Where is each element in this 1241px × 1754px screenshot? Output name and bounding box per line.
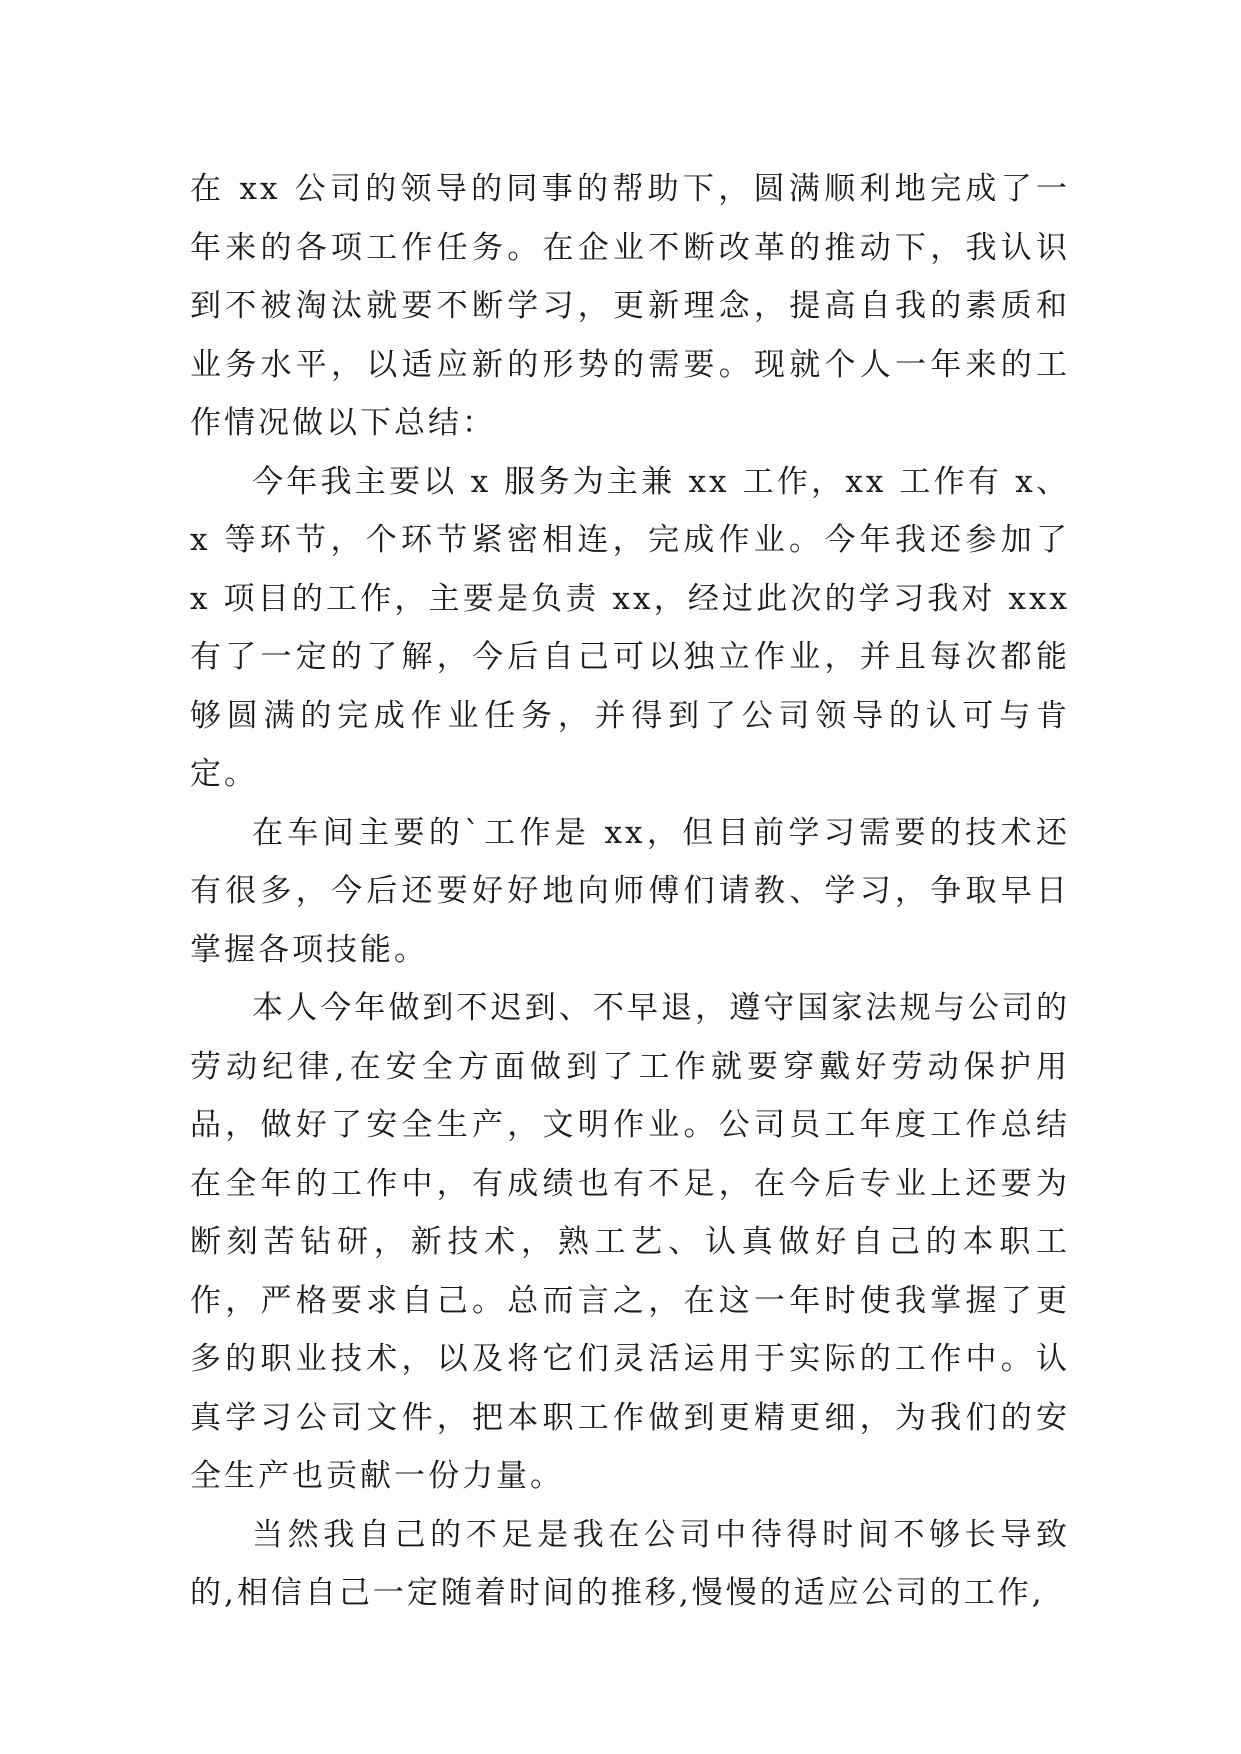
paragraph-4: 本人今年做到不迟到、不早退，遵守国家法规与公司的劳动纪律,在安全方面做到了工作就要穿戴好劳动保护用品，做好了安全生产，文明作业。公司员工年度工作总结在全年的工作中，有成绩也有不足，在今后专业上还要为断刻苦钻研，新技术，熟工艺、认真做好自己的本职工作，严格要求自己。总而言之，在这一年时使我掌握了更多的职业技术，以及将它们灵活运用于实际的工作中。认真学习公司文件，把本职工作做到更精更细，为我们的安全生产也贡献一份力量。 (190, 990, 1070, 1494)
paragraph-3: 在车间主要的`工作是 xx，但目前学习需要的技术还有很多，今后还要好好地向师傅们请教、学习，争取早日掌握各项技能。 (190, 814, 1070, 968)
paragraph-5: 当然我自己的不足是我在公司中待得时间不够长导致的,相信自己一定随着时间的推移,慢慢的适应公司的工作, (190, 1516, 1070, 1611)
paragraph-2: 今年我主要以 x 服务为主兼 xx 工作，xx 工作有 x、x 等环节，个环节紧密相连，完成作业。今年我还参加了 x 项目的工作，主要是负责 xx，经过此次的学习我对 xxx 有了一定的了解，今后自己可以独立作业，并且每次都能够圆满的完成作业任务，并得到了公司领导的认可与肯定。 (190, 463, 1070, 792)
document-body (190, 160, 1070, 1623)
paragraph-1: 在 xx 公司的领导的同事的帮助下，圆满顺利地完成了一年来的各项工作任务。在企业不断改革的推动下，我认识到不被淘汰就要不断学习，更新理念，提高自我的素质和业务水平，以适应新的形势的需要。现就个人一年来的工作情况做以下总结： (190, 171, 1070, 441)
